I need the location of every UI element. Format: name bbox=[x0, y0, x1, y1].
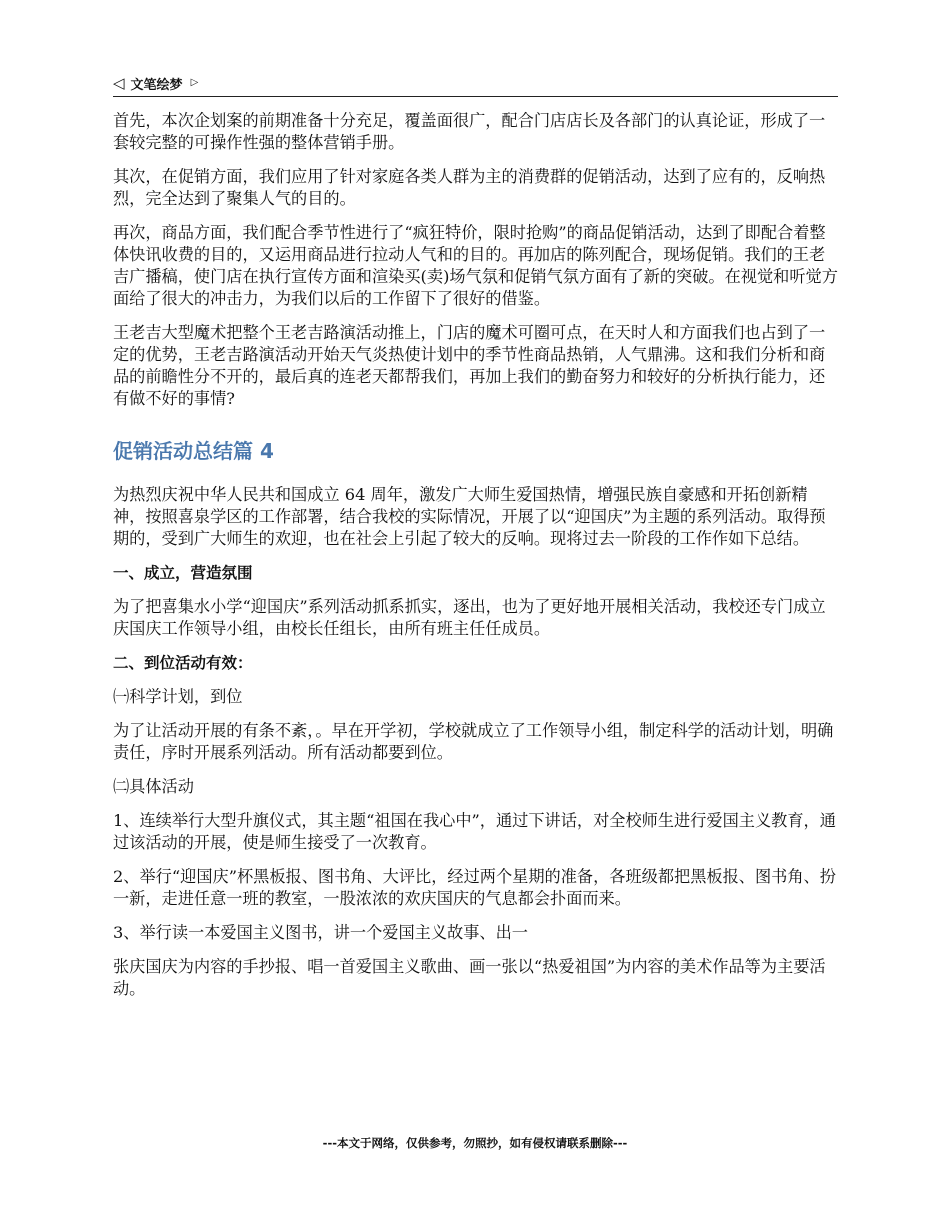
paragraph: 首先，本次企划案的前期准备十分充足，覆盖面很广，配合门店店长及各部门的认真论证，形成了一套较完整的可操作性强的整体营销手册。 bbox=[113, 111, 826, 152]
paragraph: 张庆国庆为内容的手抄报、唱一首爱国主义歌曲、画一张以“热爱祖国”为内容的美术作品等为主要活动。 bbox=[113, 957, 826, 998]
page-footer: ---本文于网络，仅供参考，勿照抄，如有侵权请联系删除--- bbox=[322, 1136, 628, 1150]
paragraph: 为热烈庆祝中华人民共和国成立 64 周年，激发广大师生爱国热情，增强民族自豪感和开拓创新精神，按照喜泉学区的工作部署，结合我校的实际情况，开展了以“迎国庆”为主题的系列活动。取得预期的，受到广大师生的欢迎，也在社会上引起了较大的反响。现将过去一阶段的工作作如下总结。 bbox=[113, 485, 826, 548]
triangle-left-icon: ◁ bbox=[113, 73, 125, 92]
paragraph: ㈠科学计划，到位 bbox=[113, 687, 243, 706]
paragraph: 其次，在促销方面，我们应用了针对家庭各类人群为主的消费群的促销活动，达到了应有的，反响热烈，完全达到了聚集人气的目的。 bbox=[113, 167, 826, 208]
paragraph: 王老吉大型魔术把整个王老吉路演活动推上，门店的魔术可圈可点，在天时人和方面我们也占到了一定的优势，王老吉路演活动开始天气炎热使计划中的季节性商品热销，人气鼎沸。这和我们分析和商品的前瞻性分不开的，最后真的连老天都帮我们，再加上我们的勤奋努力和较好的分析执行能力，还有做不好的事情? bbox=[113, 323, 826, 408]
paragraph: 1、连续举行大型升旗仪式，其主题“祖国在我心中”，通过下讲话，对全校师生进行爱国主义教育，通过该活动的开展，使是师生接受了一次教育。 bbox=[113, 811, 836, 852]
page-header bbox=[113, 70, 838, 97]
paragraph: 再次，商品方面，我们配合季节性进行了“疯狂特价，限时抢购”的商品促销活动，达到了即配合着整体快讯收费的目的，又运用商品进行拉动人气和的目的。再加店的陈列配合，现场促销。我们的王老吉广播稿，使门店在执行宣传方面和渲染买(卖)场气氛和促销气氛方面有了新的突破。在视觉和听觉方面给了很大的冲击力，为我们以后的工作留下了很好的借鉴。 bbox=[113, 223, 838, 308]
triangle-right-icon: ▷ bbox=[190, 77, 199, 88]
paragraph: ㈡具体活动 bbox=[113, 777, 194, 796]
paragraph: 为了把喜集水小学“迎国庆”系列活动抓系抓实，逐出，也为了更好地开展相关活动，我校还专门成立庆国庆工作领导小组，由校长任组长，由所有班主任任成员。 bbox=[113, 597, 826, 638]
subheading: 一、成立，营造氛围 bbox=[113, 564, 253, 582]
subheading: 二、到位活动有效： bbox=[113, 654, 253, 672]
paragraph: 为了让活动开展的有条不紊，。早在开学初，学校就成立了工作领导小组，制定科学的活动计划，明确责任，序时开展系列活动。所有活动都要到位。 bbox=[113, 721, 834, 762]
document-body bbox=[113, 110, 839, 1012]
paragraph: 3、举行读一本爱国主义图书，讲一个爱国主义故事、出一 bbox=[113, 923, 528, 942]
header-title: 文笔绘梦 bbox=[130, 77, 183, 93]
paragraph: 2、举行“迎国庆”杯黑板报、图书角、大评比，经过两个星期的准备，各班级都把黑板报、图书角、扮一新，走进任意一班的教室，一股浓浓的欢庆国庆的气息都会扑面而来。 bbox=[113, 867, 836, 908]
section-title: 促销活动总结篇 4 bbox=[113, 439, 274, 463]
